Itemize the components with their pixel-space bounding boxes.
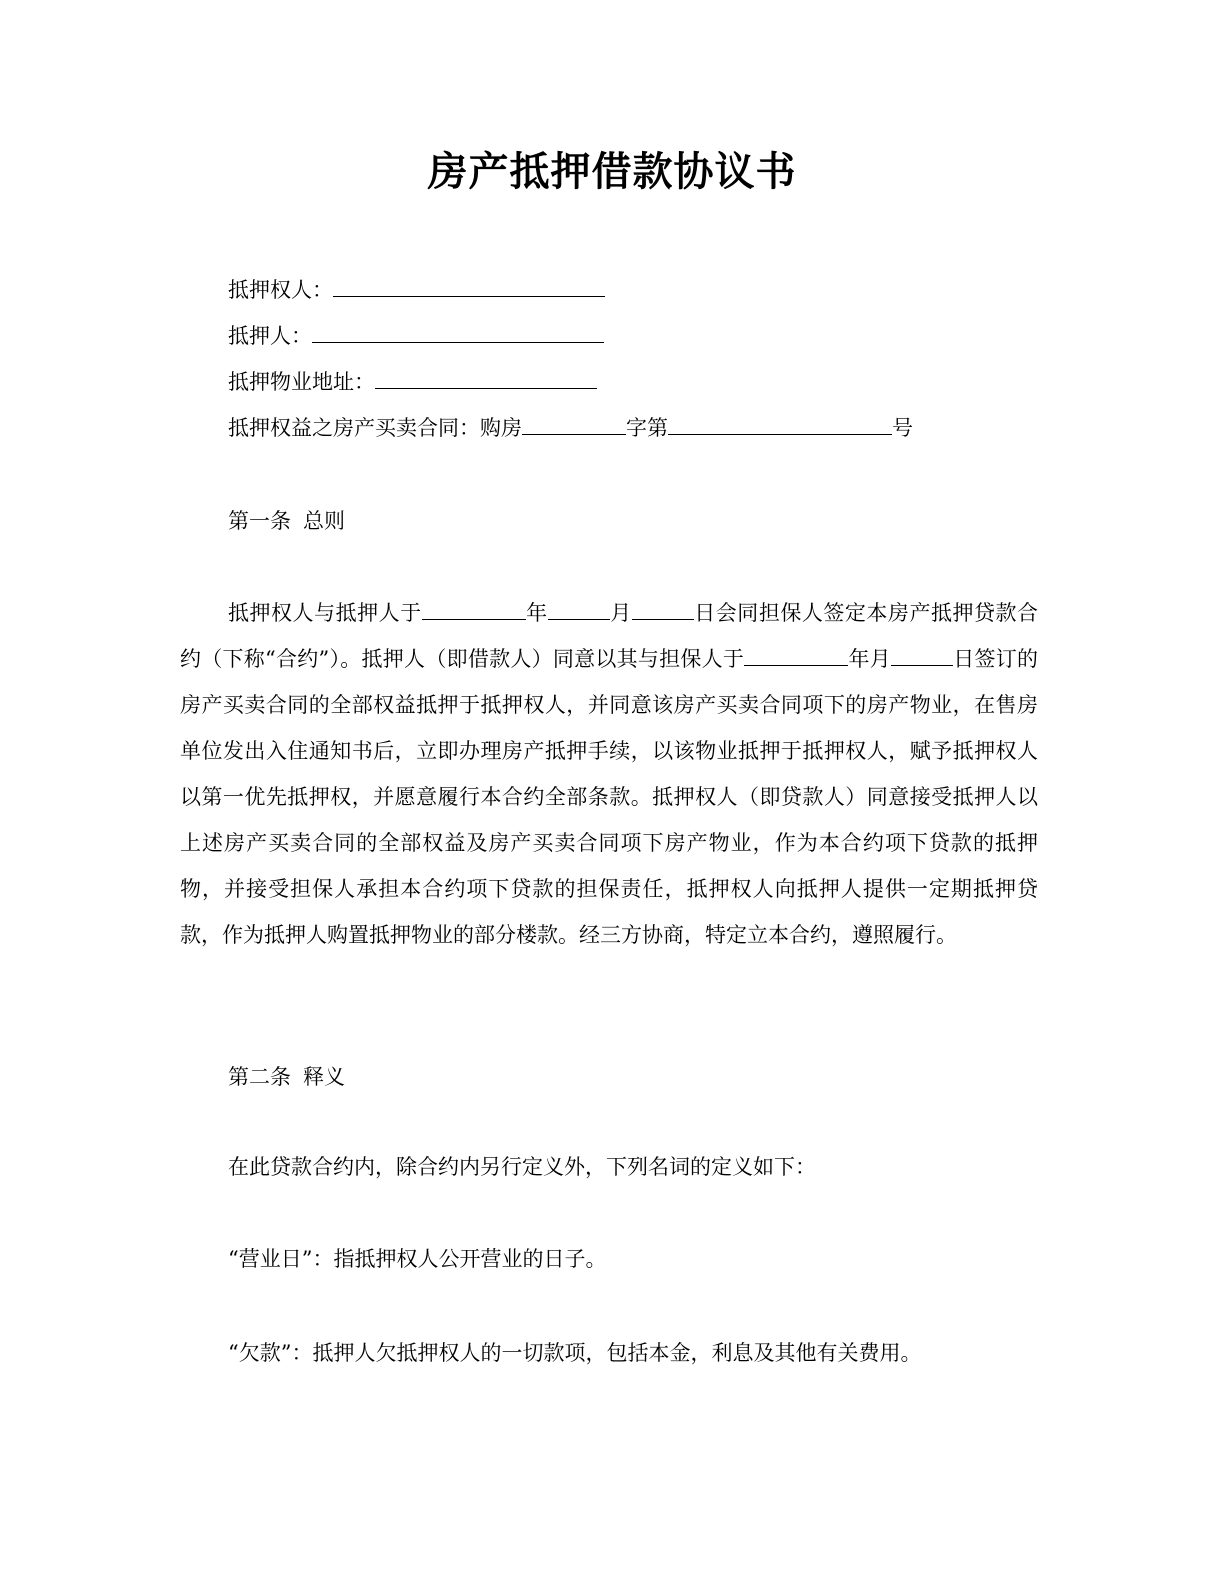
article2-title: 释义: [303, 1065, 345, 1089]
article1-month-1: 月: [609, 601, 632, 625]
article2-number: 第二条: [228, 1065, 291, 1089]
article1-title: 总则: [303, 509, 345, 533]
definition-debt: “欠款”：抵押人欠抵押权人的一切款项，包括本金，利息及其他有关费用。: [228, 1341, 922, 1365]
article1-number: 第一条: [228, 509, 291, 533]
contract-mid: 字第: [626, 416, 668, 440]
mortgagor-label: 抵押人：: [228, 324, 312, 348]
contract-label: 抵押权益之房产买卖合同：购房: [228, 416, 522, 440]
contract-number-blank[interactable]: [668, 412, 892, 435]
article1-month-2: 月: [869, 647, 891, 671]
contract-field: [228, 412, 913, 443]
property-address-field: [228, 366, 597, 397]
mortgagee-label: 抵押权人：: [228, 278, 333, 302]
article1-heading: [228, 506, 345, 536]
article2-heading: [228, 1062, 345, 1092]
article1-paragraph: [180, 590, 1038, 958]
agreement-day-blank[interactable]: [632, 597, 694, 620]
purchase-year-blank[interactable]: [744, 643, 848, 666]
mortgagee-field: [228, 274, 605, 305]
contract-prefix-blank[interactable]: [522, 412, 626, 435]
contract-end: 号: [892, 416, 913, 440]
agreement-month-blank[interactable]: [548, 597, 610, 620]
agreement-year-blank[interactable]: [422, 597, 526, 620]
article2-intro: 在此贷款合约内，除合约内另行定义外，下列名词的定义如下：: [228, 1155, 816, 1179]
definition-business-day: “营业日”：指抵押权人公开营业的日子。: [228, 1247, 607, 1271]
document-title: 房产抵押借款协议书: [427, 149, 797, 195]
mortgagee-blank[interactable]: [333, 274, 605, 297]
article1-year-2: 年: [848, 647, 870, 671]
article1-text-1: 抵押权人与抵押人于: [228, 601, 422, 625]
mortgagor-blank[interactable]: [312, 320, 604, 343]
article1-year-1: 年: [525, 601, 548, 625]
property-address-blank[interactable]: [375, 366, 597, 389]
property-address-label: 抵押物业地址：: [228, 370, 375, 394]
mortgagor-field: [228, 320, 604, 351]
purchase-day-blank[interactable]: [891, 643, 953, 666]
article1-text-2: 日会同担保人签定本房产抵押贷款合约（下称“合约”）。抵押人（即借款人）同意以其与担保人于: [180, 601, 1039, 671]
article1-text-3: 日签订的房产买卖合同的全部权益抵押于抵押权人，并同意该房产买卖合同项下的房产物业，在售房单位发出入住通知书后，立即办理房产抵押手续，以该物业抵押于抵押权人，赋予抵押权人以第一优先抵押权，并愿意履行本合约全部条款。抵押权人（即贷款人）同意接受抵押人以上述房产买卖合同的全部权益及房产买卖合同项下房产物业，作为本合约项下贷款的抵押物，并接受担保人承担本合约项下贷款的担保责任，抵押权人向抵押人提供一定期抵押贷款，作为抵押人购置抵押物业的部分楼款。经三方协商，特定立本合约，遵照履行。: [180, 647, 1038, 947]
